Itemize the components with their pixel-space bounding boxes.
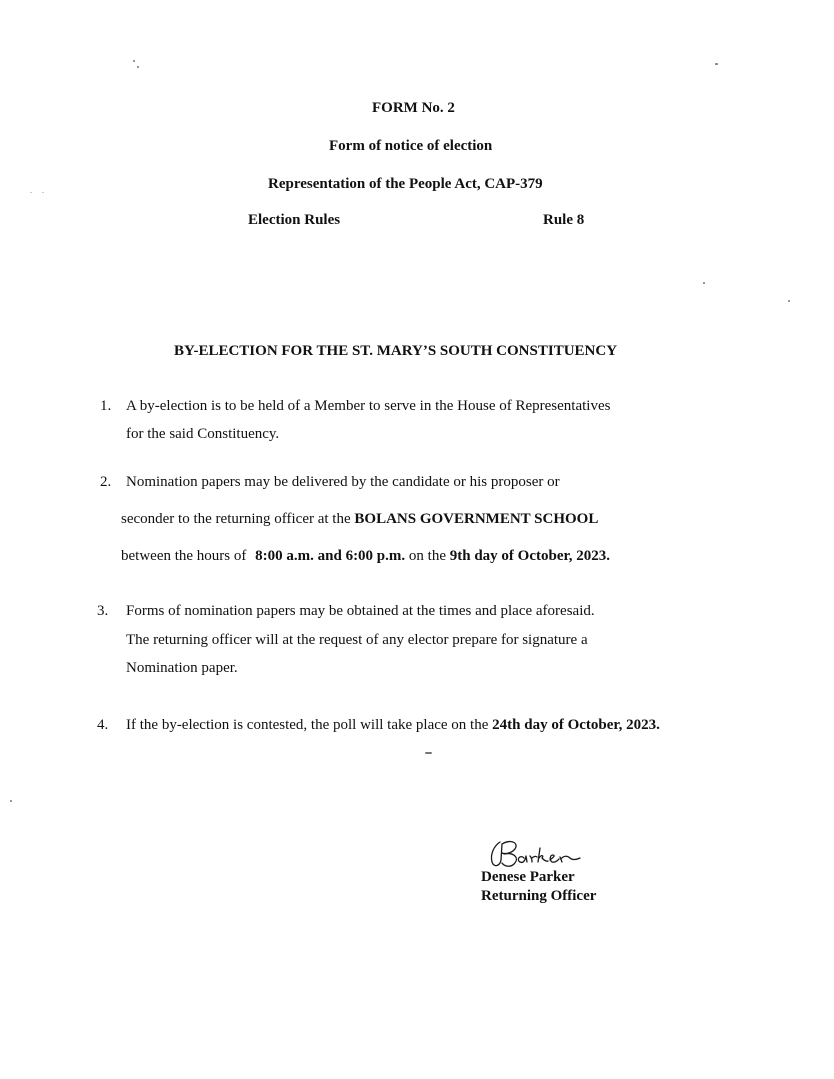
item-1-line-1: A by-election is to be held of a Member to serve in the House of Representatives — [126, 398, 611, 414]
scan-speck — [788, 300, 790, 302]
signatory-name: Denese Parker — [481, 869, 575, 885]
item-2-line-2-text: seconder to the returning officer at the — [121, 511, 355, 527]
scan-speck — [10, 800, 12, 802]
item-2-on-the: on the — [405, 548, 450, 564]
act-reference: Representation of the People Act, CAP-379 — [268, 176, 543, 192]
rule-number: Rule 8 — [543, 212, 585, 228]
item-4-number: 4. — [97, 717, 109, 733]
scan-speck — [715, 63, 718, 65]
nomination-date: 9th day of October, 2023. — [449, 548, 611, 564]
signatory-role: Returning Officer — [481, 888, 597, 904]
item-2-line-3-text: between the hours of — [121, 548, 251, 564]
scan-speck — [425, 752, 432, 754]
item-3-line-3: Nomination paper. — [126, 660, 238, 676]
scan-speck — [133, 60, 135, 62]
form-subtitle: Form of notice of election — [329, 138, 493, 154]
scan-speck — [30, 192, 32, 193]
item-4-line — [126, 717, 660, 734]
notice-title: BY-ELECTION FOR THE ST. MARY’S SOUTH CONSTITUENCY — [174, 343, 618, 359]
item-2-line-1: Nomination papers may be delivered by the candidate or his proposer or — [126, 474, 560, 490]
scan-speck — [137, 66, 139, 68]
item-2-line-3 — [121, 548, 610, 565]
form-number: FORM No. 2 — [372, 100, 455, 116]
election-rules-label: Election Rules — [248, 212, 341, 228]
item-1-line-2: for the said Constituency. — [126, 426, 280, 442]
nomination-place: BOLANS GOVERNMENT SCHOOL — [354, 511, 599, 527]
scan-speck — [703, 282, 705, 284]
handwritten-signature — [486, 836, 586, 872]
item-1-number: 1. — [100, 398, 112, 414]
item-3-line-2: The returning officer will at the request of any elector prepare for signature a — [126, 632, 588, 648]
item-4-text: If the by-election is contested, the poll will take place on the — [126, 717, 493, 733]
item-3-number: 3. — [97, 603, 109, 619]
poll-date: 24th day of October, 2023. — [492, 717, 660, 733]
nomination-hours: 8:00 a.m. and 6:00 p.m. — [255, 548, 406, 564]
item-3-line-1: Forms of nomination papers may be obtained at the times and place aforesaid. — [126, 603, 595, 619]
item-2-number: 2. — [100, 474, 112, 490]
item-2-line-2 — [121, 511, 598, 528]
scan-speck — [42, 192, 44, 193]
